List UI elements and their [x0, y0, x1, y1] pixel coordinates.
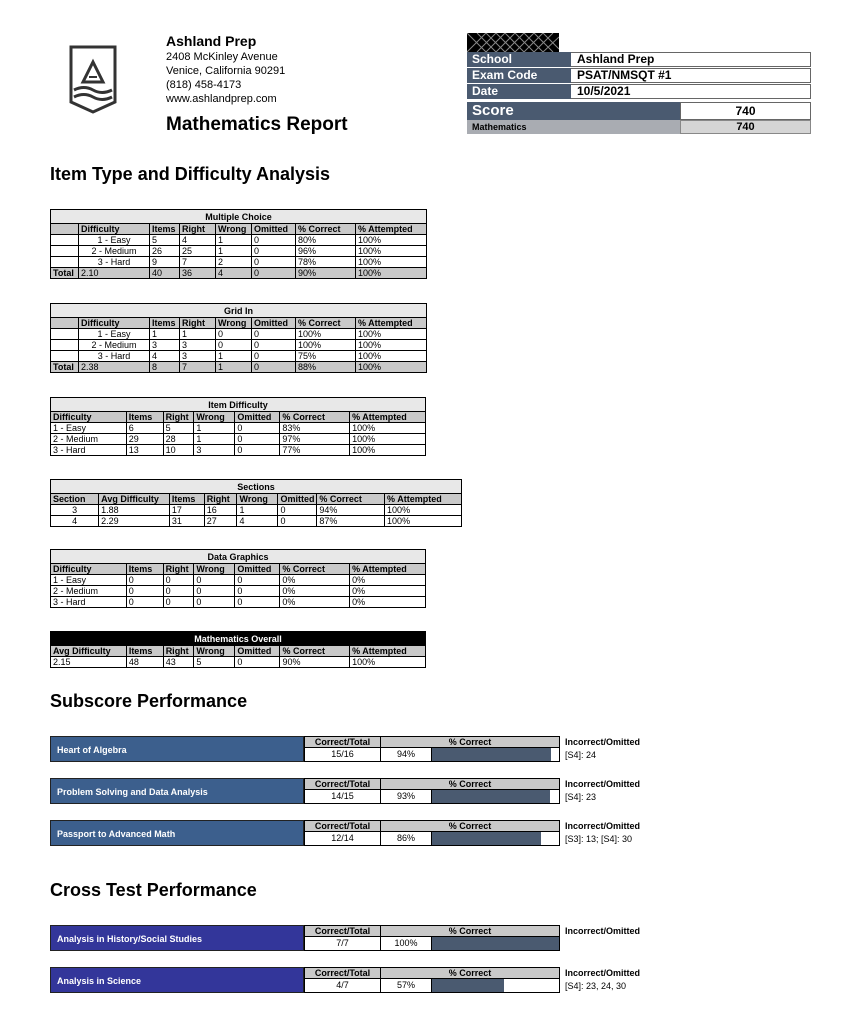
- data-graphics-table: [50, 549, 426, 608]
- header-cell: Wrong: [237, 494, 278, 505]
- website: www.ashlandprep.com: [166, 93, 277, 105]
- table-header-row: [51, 564, 426, 575]
- row-cell: 100%: [296, 340, 356, 351]
- table-caption: Multiple Choice: [51, 210, 427, 224]
- total-cell: 40: [150, 268, 180, 279]
- row-cell: 3 - Hard: [79, 351, 150, 362]
- table-row: [51, 586, 426, 597]
- correct-total-value: 14/15: [304, 790, 381, 804]
- header-cell: Wrong: [194, 564, 235, 575]
- row-cell: [51, 257, 79, 268]
- address-line-1: 2408 McKinley Avenue: [166, 51, 278, 63]
- row-cell: 100%: [385, 516, 462, 527]
- row-cell: 1.88: [99, 505, 170, 516]
- row-cell: 2 - Medium: [79, 340, 150, 351]
- row-cell: 2 - Medium: [51, 434, 127, 445]
- row-cell: 5: [194, 657, 235, 668]
- row-cell: 100%: [350, 423, 426, 434]
- table-row: [51, 445, 426, 456]
- table-header-row: [51, 646, 426, 657]
- header-cell: % Correct: [280, 646, 350, 657]
- row-cell: 2.15: [51, 657, 127, 668]
- subscore-name: Heart of Algebra: [50, 736, 304, 762]
- row-cell: 28: [163, 434, 194, 445]
- header-cell: % Correct: [280, 564, 350, 575]
- row-cell: 3 - Hard: [79, 257, 150, 268]
- header-cell: Right: [163, 412, 194, 423]
- table-caption-row: [51, 304, 427, 318]
- header-cell: Avg Difficulty: [51, 646, 127, 657]
- info-date-label: Date: [467, 84, 571, 99]
- row-cell: 0: [163, 597, 194, 608]
- table-row: [51, 434, 426, 445]
- row-cell: 0: [216, 329, 252, 340]
- row-cell: 100%: [356, 235, 427, 246]
- row-cell: 27: [204, 516, 237, 527]
- header-cell: % Attempted: [350, 412, 426, 423]
- row-cell: 0%: [350, 575, 426, 586]
- table-header-row: [51, 318, 427, 329]
- row-cell: 31: [169, 516, 204, 527]
- header-cell: Avg Difficulty: [99, 494, 170, 505]
- row-cell: 1: [216, 351, 252, 362]
- score-value: 740: [680, 102, 811, 120]
- header-cell: Omitted: [235, 412, 280, 423]
- row-cell: 4: [51, 516, 99, 527]
- total-cell: 7: [180, 362, 216, 373]
- header-cell: Items: [169, 494, 204, 505]
- header-cell: Wrong: [194, 646, 235, 657]
- row-cell: 100%: [356, 340, 427, 351]
- info-school-row: [467, 52, 811, 67]
- row-cell: 0: [278, 516, 317, 527]
- row-cell: 0: [126, 597, 163, 608]
- row-cell: 1: [180, 329, 216, 340]
- table-total-row: [51, 362, 427, 373]
- table-header-row: [51, 224, 427, 235]
- info-exam-label: Exam Code: [467, 68, 571, 83]
- table-row: [51, 505, 462, 516]
- progress-bar-track: [431, 937, 560, 951]
- row-cell: 0: [194, 597, 235, 608]
- row-cell: 1: [237, 505, 278, 516]
- row-cell: 100%: [296, 329, 356, 340]
- row-cell: 1 - Easy: [51, 575, 127, 586]
- row-cell: 1: [216, 235, 252, 246]
- row-cell: 3: [51, 505, 99, 516]
- cross-test-bar: [50, 925, 650, 951]
- header-cell: Omitted: [252, 318, 296, 329]
- row-cell: 3: [194, 445, 235, 456]
- header-cell: Items: [126, 564, 163, 575]
- row-cell: 0: [126, 575, 163, 586]
- row-cell: 2: [216, 257, 252, 268]
- incorrect-omitted-value: [S4]: 23, 24, 30: [565, 981, 627, 991]
- incorrect-omitted-header: Incorrect/Omitted: [565, 779, 641, 789]
- row-cell: 1 - Easy: [79, 235, 150, 246]
- row-cell: 100%: [356, 257, 427, 268]
- table-caption: Item Difficulty: [51, 398, 426, 412]
- row-cell: 1 - Easy: [51, 423, 127, 434]
- row-cell: 0%: [280, 575, 350, 586]
- table-row: [51, 423, 426, 434]
- pct-correct-header: % Correct: [381, 967, 560, 979]
- cross-test-name: Analysis in History/Social Studies: [50, 925, 304, 951]
- row-cell: 1 - Easy: [79, 329, 150, 340]
- correct-total-header: Correct/Total: [304, 778, 381, 790]
- row-cell: 0%: [280, 586, 350, 597]
- subscore-bar: [50, 778, 650, 804]
- row-cell: 4: [150, 351, 180, 362]
- progress-bar-fill: [432, 937, 559, 950]
- correct-total-value: 7/7: [304, 937, 381, 951]
- row-cell: 5: [150, 235, 180, 246]
- progress-bar-track: [431, 832, 560, 846]
- pct-correct-value: 94%: [381, 748, 431, 762]
- row-cell: 3 - Hard: [51, 597, 127, 608]
- row-cell: 100%: [356, 246, 427, 257]
- total-label: Total: [51, 268, 79, 279]
- incorrect-omitted-header: Incorrect/Omitted: [565, 737, 641, 747]
- row-cell: 0: [235, 434, 280, 445]
- pct-correct-header: % Correct: [381, 925, 560, 937]
- table-row: [51, 340, 427, 351]
- row-cell: 43: [163, 657, 194, 668]
- header-cell: % Correct: [317, 494, 385, 505]
- multiple-choice-table: [50, 209, 427, 279]
- incorrect-omitted-header: Incorrect/Omitted: [565, 821, 641, 831]
- row-cell: 80%: [296, 235, 356, 246]
- row-cell: [51, 340, 79, 351]
- row-cell: 0: [235, 586, 280, 597]
- header-cell: Right: [204, 494, 237, 505]
- row-cell: 97%: [280, 434, 350, 445]
- progress-bar-fill: [432, 832, 541, 845]
- row-cell: [51, 329, 79, 340]
- table-header-row: [51, 412, 426, 423]
- row-cell: 100%: [356, 351, 427, 362]
- row-cell: 94%: [317, 505, 385, 516]
- subscore-heading: Subscore Performance: [50, 691, 248, 711]
- row-cell: 0: [252, 246, 296, 257]
- header-cell: Omitted: [278, 494, 317, 505]
- total-cell: 90%: [296, 268, 356, 279]
- row-cell: 75%: [296, 351, 356, 362]
- table-caption-row: [51, 632, 426, 646]
- table-caption: Sections: [51, 480, 462, 494]
- row-cell: 3: [150, 340, 180, 351]
- table-caption: Grid In: [51, 304, 427, 318]
- pct-correct-header: % Correct: [381, 820, 560, 832]
- table-row: [51, 575, 426, 586]
- row-cell: 2 - Medium: [51, 586, 127, 597]
- header-cell: Items: [150, 224, 180, 235]
- row-cell: 100%: [350, 657, 426, 668]
- header-cell: % Attempted: [385, 494, 462, 505]
- row-cell: 3 - Hard: [51, 445, 127, 456]
- row-cell: 90%: [280, 657, 350, 668]
- header-cell: Omitted: [235, 646, 280, 657]
- math-score-row: [467, 120, 811, 134]
- row-cell: 6: [126, 423, 163, 434]
- total-cell: 100%: [356, 362, 427, 373]
- score-label: Score: [467, 102, 680, 120]
- row-cell: 0: [163, 586, 194, 597]
- math-score-value: 740: [680, 120, 811, 134]
- header-cell: % Attempted: [350, 646, 426, 657]
- header-cell: Items: [126, 646, 163, 657]
- header-cell: % Correct: [296, 224, 356, 235]
- total-cell: 2.10: [79, 268, 150, 279]
- sections-table: [50, 479, 462, 527]
- header-cell: Wrong: [194, 412, 235, 423]
- info-school-label: School: [467, 52, 571, 67]
- row-cell: 0%: [350, 597, 426, 608]
- correct-total-header: Correct/Total: [304, 736, 381, 748]
- row-cell: 100%: [385, 505, 462, 516]
- header-cell: Omitted: [252, 224, 296, 235]
- header-cell: % Correct: [280, 412, 350, 423]
- total-cell: 88%: [296, 362, 356, 373]
- header-cell: % Attempted: [356, 224, 427, 235]
- incorrect-omitted-header: Incorrect/Omitted: [565, 968, 641, 978]
- pct-correct-header: % Correct: [381, 778, 560, 790]
- pct-correct-value: 57%: [381, 979, 431, 993]
- row-cell: 13: [126, 445, 163, 456]
- item-difficulty-table: [50, 397, 426, 456]
- table-row: [51, 597, 426, 608]
- header-cell: Items: [150, 318, 180, 329]
- row-cell: 5: [163, 423, 194, 434]
- row-cell: 100%: [356, 329, 427, 340]
- total-cell: 100%: [356, 268, 427, 279]
- row-cell: 0: [216, 340, 252, 351]
- row-cell: 4: [237, 516, 278, 527]
- row-cell: [51, 351, 79, 362]
- row-cell: 0: [194, 575, 235, 586]
- row-cell: 0: [235, 575, 280, 586]
- row-cell: 0: [252, 235, 296, 246]
- row-cell: 1: [194, 423, 235, 434]
- correct-total-header: Correct/Total: [304, 925, 381, 937]
- header-cell: Right: [163, 646, 194, 657]
- header-cell: Section: [51, 494, 99, 505]
- table-row: [51, 235, 427, 246]
- incorrect-omitted-value: [S4]: 24: [565, 750, 597, 760]
- row-cell: 87%: [317, 516, 385, 527]
- school-name: Ashland Prep: [166, 33, 257, 49]
- table-row: [51, 351, 427, 362]
- row-cell: 0: [252, 351, 296, 362]
- total-cell: 2.38: [79, 362, 150, 373]
- table-caption: Data Graphics: [51, 550, 426, 564]
- table-caption-row: [51, 550, 426, 564]
- progress-bar-track: [431, 979, 560, 993]
- header-cell: % Attempted: [356, 318, 427, 329]
- row-cell: 0: [252, 340, 296, 351]
- mathematics-overall-table: [50, 631, 426, 668]
- subscore-bar: [50, 736, 650, 762]
- header-cell: Right: [163, 564, 194, 575]
- header-cell: Omitted: [235, 564, 280, 575]
- subscore-name: Passport to Advanced Math: [50, 820, 304, 846]
- math-score-label: Mathematics: [467, 120, 680, 134]
- row-cell: 17: [169, 505, 204, 516]
- row-cell: 0: [163, 575, 194, 586]
- row-cell: 83%: [280, 423, 350, 434]
- address-line-2: Venice, California 90291: [166, 65, 286, 77]
- score-row: [467, 102, 811, 120]
- row-cell: 0%: [350, 586, 426, 597]
- row-cell: 100%: [350, 434, 426, 445]
- total-cell: 36: [180, 268, 216, 279]
- correct-total-value: 4/7: [304, 979, 381, 993]
- progress-bar-fill: [432, 790, 550, 803]
- row-cell: 0: [235, 423, 280, 434]
- total-cell: 0: [252, 362, 296, 373]
- info-exam-value: PSAT/NMSQT #1: [571, 68, 811, 83]
- row-cell: 7: [180, 257, 216, 268]
- progress-bar-fill: [432, 979, 504, 992]
- row-cell: 48: [126, 657, 163, 668]
- row-cell: 0: [252, 329, 296, 340]
- row-cell: 1: [194, 434, 235, 445]
- correct-total-value: 15/16: [304, 748, 381, 762]
- info-school-value: Ashland Prep: [571, 52, 811, 67]
- table-row: [51, 246, 427, 257]
- row-cell: 16: [204, 505, 237, 516]
- progress-bar-track: [431, 748, 560, 762]
- row-cell: 0: [252, 257, 296, 268]
- subscore-name: Problem Solving and Data Analysis: [50, 778, 304, 804]
- row-cell: 26: [150, 246, 180, 257]
- report-title: Mathematics Report: [166, 114, 348, 135]
- row-cell: 0: [235, 597, 280, 608]
- table-caption-row: [51, 398, 426, 412]
- correct-total-header: Correct/Total: [304, 967, 381, 979]
- header-cell: [51, 318, 79, 329]
- row-cell: 77%: [280, 445, 350, 456]
- table-header-row: [51, 494, 462, 505]
- row-cell: [51, 246, 79, 257]
- school-logo: [68, 44, 118, 114]
- row-cell: 2 - Medium: [79, 246, 150, 257]
- info-exam-row: [467, 68, 811, 83]
- header-cell: Difficulty: [51, 564, 127, 575]
- correct-total-value: 12/14: [304, 832, 381, 846]
- pct-correct-value: 100%: [381, 937, 431, 951]
- header-cell: Difficulty: [51, 412, 127, 423]
- row-cell: 9: [150, 257, 180, 268]
- progress-bar-track: [431, 790, 560, 804]
- header-cell: Right: [180, 224, 216, 235]
- row-cell: 25: [180, 246, 216, 257]
- header-cell: Difficulty: [79, 318, 150, 329]
- row-cell: 2.29: [99, 516, 170, 527]
- incorrect-omitted-header: Incorrect/Omitted: [565, 926, 641, 936]
- incorrect-omitted-value: [S4]: 23: [565, 792, 597, 802]
- row-cell: 78%: [296, 257, 356, 268]
- correct-total-header: Correct/Total: [304, 820, 381, 832]
- table-row: [51, 516, 462, 527]
- checker-pattern-icon: [467, 33, 559, 52]
- row-cell: 3: [180, 351, 216, 362]
- total-cell: 1: [216, 362, 252, 373]
- table-row: [51, 329, 427, 340]
- row-cell: 4: [180, 235, 216, 246]
- total-cell: 0: [252, 268, 296, 279]
- table-row: [51, 657, 426, 668]
- table-caption-row: [51, 210, 427, 224]
- row-cell: 0%: [280, 597, 350, 608]
- header-cell: Wrong: [216, 224, 252, 235]
- total-cell: 4: [216, 268, 252, 279]
- header-cell: Items: [126, 412, 163, 423]
- cross-test-heading: Cross Test Performance: [50, 880, 257, 900]
- pct-correct-value: 86%: [381, 832, 431, 846]
- row-cell: 29: [126, 434, 163, 445]
- row-cell: 0: [126, 586, 163, 597]
- pct-correct-header: % Correct: [381, 736, 560, 748]
- subscore-bar: [50, 820, 650, 846]
- cross-test-bar: [50, 967, 650, 993]
- row-cell: 96%: [296, 246, 356, 257]
- incorrect-omitted-value: [S3]: 13; [S4]: 30: [565, 834, 633, 844]
- row-cell: 100%: [350, 445, 426, 456]
- total-label: Total: [51, 362, 79, 373]
- table-caption-row: [51, 480, 462, 494]
- header-cell: % Correct: [296, 318, 356, 329]
- info-date-row: [467, 84, 811, 99]
- row-cell: 0: [235, 445, 280, 456]
- row-cell: 3: [180, 340, 216, 351]
- row-cell: [51, 235, 79, 246]
- progress-bar-fill: [432, 748, 551, 761]
- item-type-heading: Item Type and Difficulty Analysis: [50, 164, 331, 184]
- total-cell: 8: [150, 362, 180, 373]
- info-date-value: 10/5/2021: [571, 84, 811, 99]
- header-cell: Wrong: [216, 318, 252, 329]
- cross-test-name: Analysis in Science: [50, 967, 304, 993]
- pct-correct-value: 93%: [381, 790, 431, 804]
- table-row: [51, 257, 427, 268]
- header-cell: Right: [180, 318, 216, 329]
- table-total-row: [51, 268, 427, 279]
- row-cell: 1: [216, 246, 252, 257]
- header-cell: % Attempted: [350, 564, 426, 575]
- row-cell: 1: [150, 329, 180, 340]
- row-cell: 0: [194, 586, 235, 597]
- phone: (818) 458-4173: [166, 79, 242, 91]
- table-caption: Mathematics Overall: [51, 632, 426, 646]
- header-cell: Difficulty: [79, 224, 150, 235]
- row-cell: 0: [235, 657, 280, 668]
- row-cell: 10: [163, 445, 194, 456]
- grid-in-table: [50, 303, 427, 373]
- header-cell: [51, 224, 79, 235]
- row-cell: 0: [278, 505, 317, 516]
